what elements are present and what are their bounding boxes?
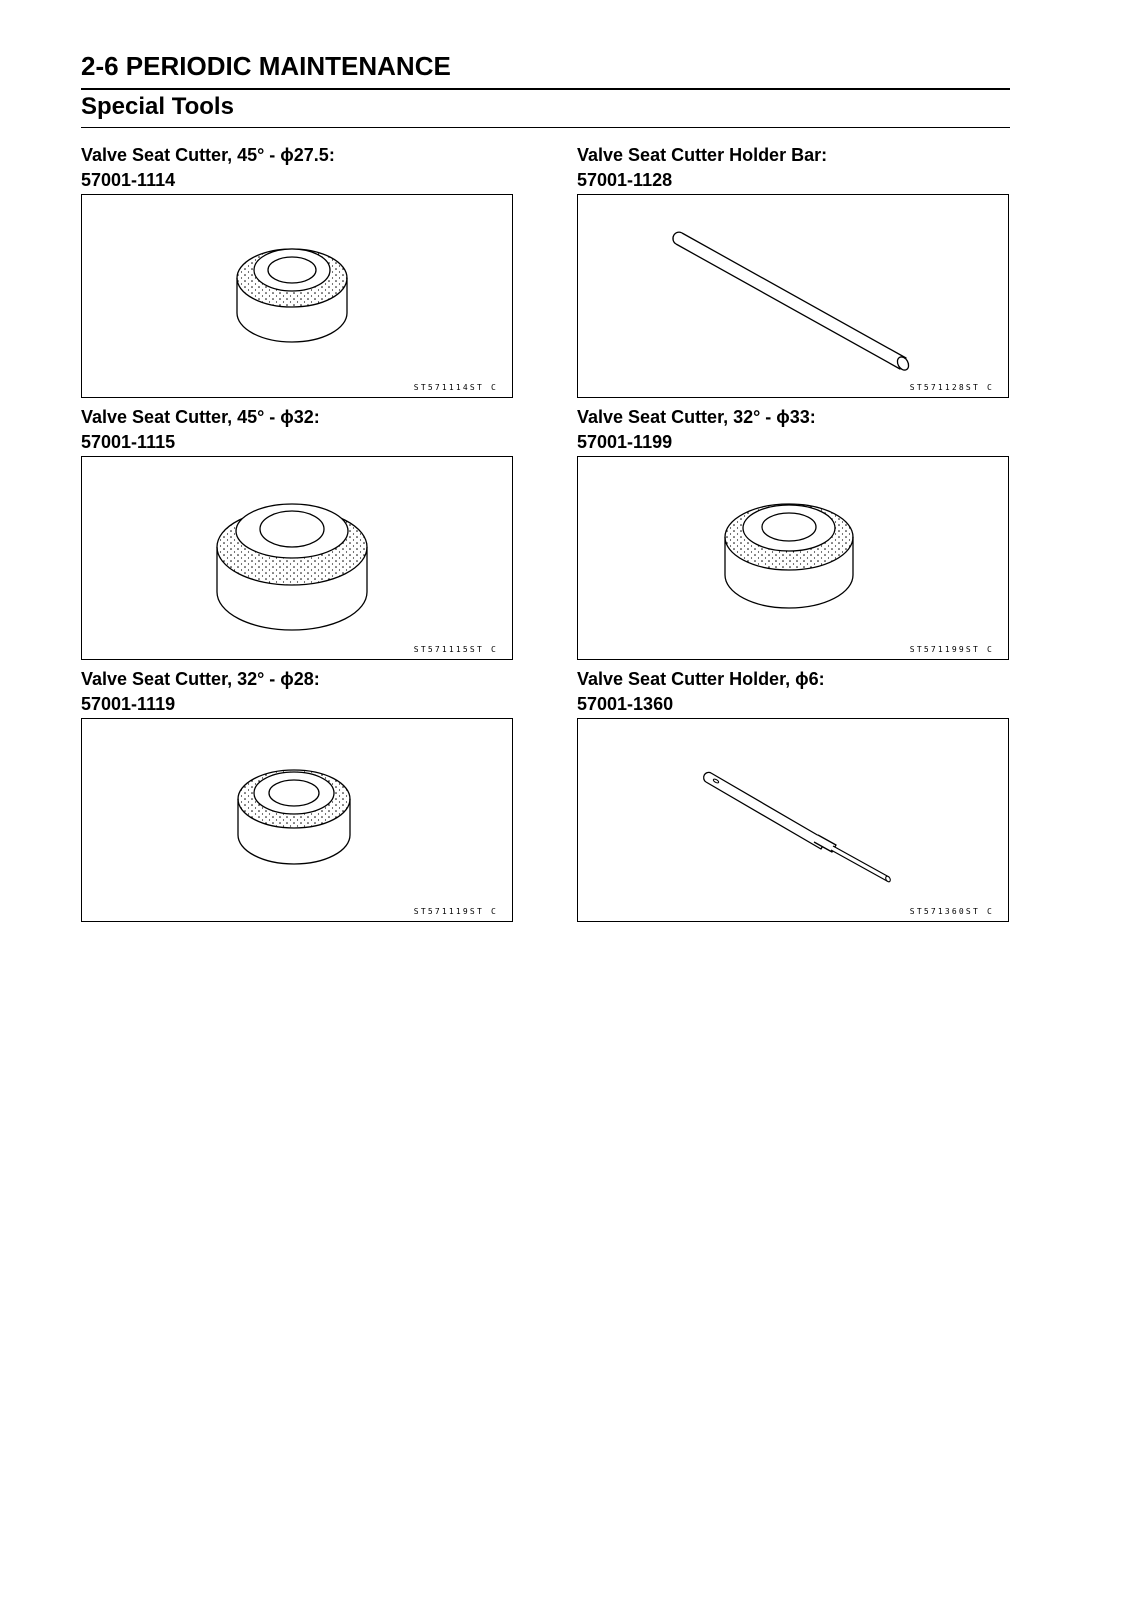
- tool-name: Valve Seat Cutter, 32° - ϕ28:: [81, 669, 320, 689]
- tool-part-number: 57001-1119: [81, 694, 176, 714]
- tool-figure: [577, 194, 1009, 398]
- section-title: Special Tools: [81, 92, 1010, 128]
- figure-code: ST571199ST C: [909, 645, 994, 654]
- tool-figure: [81, 456, 513, 660]
- tool-item: [81, 667, 515, 922]
- tool-figure: [577, 718, 1009, 922]
- figure-code: ST571360ST C: [909, 907, 994, 916]
- tool-name: Valve Seat Cutter Holder, ϕ6:: [577, 669, 825, 689]
- cutter-ring-large-icon: [82, 457, 514, 661]
- tool-item: [577, 143, 1011, 398]
- tool-item: [81, 143, 515, 398]
- tool-part-number: 57001-1199: [577, 432, 673, 452]
- cutter-ring-small-icon: [82, 195, 514, 399]
- tool-item: [81, 405, 515, 660]
- tool-name: Valve Seat Cutter Holder Bar:: [577, 145, 828, 165]
- tool-name: Valve Seat Cutter, 45° - ϕ27.5:: [81, 145, 335, 165]
- tool-part-number: 57001-1128: [577, 170, 673, 190]
- tool-name: Valve Seat Cutter, 45° - ϕ32:: [81, 407, 320, 427]
- figure-code: ST571114ST C: [413, 383, 498, 392]
- tool-figure: [577, 456, 1009, 660]
- tool-part-number: 57001-1115: [81, 432, 176, 452]
- cutter-ring-large-icon: [578, 457, 1010, 661]
- holder-bar-icon: [578, 195, 1010, 399]
- tool-figure: [81, 718, 513, 922]
- figure-code: ST571119ST C: [413, 907, 498, 916]
- tool-figure: [81, 194, 513, 398]
- cutter-ring-small-icon: [82, 719, 514, 923]
- tool-item: [577, 667, 1011, 922]
- tool-name: Valve Seat Cutter, 32° - ϕ33:: [577, 407, 816, 427]
- tool-part-number: 57001-1114: [81, 170, 176, 190]
- page-header: 2-6 PERIODIC MAINTENANCE: [81, 50, 1010, 90]
- cutter-holder-icon: [578, 719, 1010, 923]
- figure-code: ST571115ST C: [413, 645, 498, 654]
- figure-code: ST571128ST C: [909, 383, 994, 392]
- tool-part-number: 57001-1360: [577, 694, 674, 714]
- tool-item: [577, 405, 1011, 660]
